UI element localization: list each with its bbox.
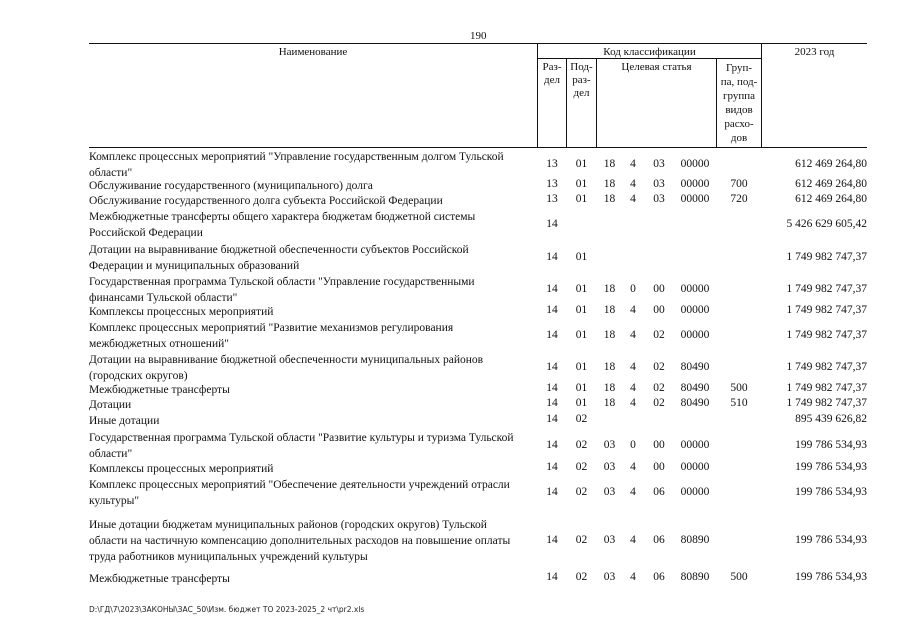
file-path-footer: D:\ГД\7\2023\ЗАКОНЫ\ЗАС_50\Изм. бюджет ТО 2023-2025_2 чт\pr2.xls (89, 605, 365, 614)
row-amount: 612 469 264,80 (795, 178, 867, 190)
row-code-t2: 0 (630, 283, 636, 295)
row-code-t1: 18 (603, 304, 616, 316)
row-code-t4: 00000 (680, 193, 710, 205)
row-code-t1: 18 (603, 193, 616, 205)
row-name: Дотации (89, 399, 132, 411)
table-row (0, 149, 905, 181)
row-code-vr: 500 (730, 382, 748, 394)
header-group-line: дов (730, 132, 748, 144)
row-name: Государственная программа Тульской области "Развитие культуры и туризма Тульской области" (89, 432, 514, 460)
row-code-t4: 80490 (680, 361, 710, 373)
row-code-pr: 01 (575, 178, 588, 190)
table-row (0, 397, 905, 413)
header-group-line: Груп- (725, 62, 753, 74)
row-code-t3: 00 (653, 304, 665, 316)
row-code-pr: 02 (575, 461, 588, 473)
row-code-rz: 14 (546, 486, 558, 498)
row-name: Комплекс процессных мероприятий "Управление государственным долгом Тульской области" (89, 151, 504, 179)
table-row (0, 382, 905, 398)
row-code-vr: 510 (730, 397, 748, 409)
row-code-rz: 14 (546, 439, 558, 451)
row-code-t3: 02 (653, 329, 665, 341)
row-name: Межбюджетные трансферты (89, 384, 230, 396)
row-code-pr: 02 (575, 571, 588, 583)
row-code-t4: 00000 (680, 461, 710, 473)
row-code-t1: 03 (603, 439, 616, 451)
row-amount: 5 426 629 605,42 (786, 218, 867, 230)
header-razdel (538, 61, 566, 87)
header-podrazdel-line: дел (573, 87, 590, 99)
row-amount: 1 749 982 747,37 (786, 251, 867, 263)
row-code-rz: 14 (546, 461, 558, 473)
row-code-t1: 03 (603, 486, 616, 498)
row-amount: 199 786 534,93 (795, 486, 867, 498)
header-top-line (89, 43, 867, 44)
row-name: Межбюджетные трансферты (89, 573, 230, 585)
row-name: Межбюджетные трансферты общего характера бюджетам бюджетной системы Российской Федерации (89, 211, 476, 239)
row-code-pr: 01 (575, 304, 588, 316)
row-code-t1: 18 (603, 158, 616, 170)
row-code-pr: 01 (575, 397, 588, 409)
header-razdel-line: дел (544, 74, 560, 86)
row-code-t2: 4 (630, 461, 636, 473)
row-name: Иные дотации (89, 415, 160, 427)
row-amount: 1 749 982 747,37 (786, 361, 867, 373)
row-code-t4: 00000 (680, 283, 710, 295)
row-code-t2: 4 (630, 304, 636, 316)
header-group (717, 61, 761, 145)
row-code-pr: 01 (575, 193, 588, 205)
row-code-rz: 14 (546, 251, 558, 263)
row-name: Комплексы процессных мероприятий (89, 463, 274, 475)
header-podrazdel-line: раз- (572, 74, 591, 86)
row-code-t2: 4 (630, 382, 636, 394)
row-code-t3: 00 (653, 439, 665, 451)
header-group-line: расхо- (724, 118, 754, 130)
header-year: 2023 год (794, 46, 835, 58)
row-code-pr: 01 (575, 361, 588, 373)
header-podrazdel (567, 61, 596, 100)
row-code-t2: 4 (630, 329, 636, 341)
row-code-t2: 4 (630, 571, 636, 583)
row-code-t4: 80490 (680, 382, 710, 394)
row-code-rz: 14 (546, 304, 558, 316)
row-code-pr: 01 (575, 283, 588, 295)
row-code-pr: 01 (575, 329, 588, 341)
row-code-t2: 4 (630, 534, 636, 546)
row-code-t3: 00 (653, 283, 665, 295)
row-name: Обслуживание государственного (муниципального) долга (89, 180, 373, 192)
table-row (0, 477, 905, 509)
row-code-rz: 14 (546, 361, 558, 373)
row-amount: 612 469 264,80 (795, 158, 867, 170)
row-code-pr: 01 (575, 382, 588, 394)
row-code-rz: 14 (546, 218, 558, 230)
row-name: Иные дотации бюджетам муниципальных районов (городских округов) Тульской области на частичную компенсацию дополнительных расходов на повышение оплаты труда работников муниципальных учреждений культуры (89, 519, 511, 563)
row-code-t1: 18 (603, 283, 616, 295)
row-code-vr: 700 (730, 178, 748, 190)
row-name: Дотации на выравнивание бюджетной обеспеченности муниципальных районов (городских округов) (89, 354, 484, 382)
table-row (0, 209, 905, 241)
header-group-line: группа (722, 90, 756, 102)
header-razdel-line: Раз- (542, 61, 562, 73)
row-code-t4: 80890 (680, 571, 710, 583)
row-code-t3: 03 (653, 193, 665, 205)
row-name: Обслуживание государственного долга субъекта Российской Федерации (89, 195, 443, 207)
table-row (0, 352, 905, 384)
row-amount: 1 749 982 747,37 (786, 304, 867, 316)
row-code-rz: 14 (546, 571, 558, 583)
row-code-t2: 4 (630, 178, 636, 190)
header-name: Наименование (278, 46, 348, 58)
row-code-rz: 14 (546, 283, 558, 295)
row-amount: 199 786 534,93 (795, 534, 867, 546)
row-code-t1: 18 (603, 397, 616, 409)
page-number: 190 (470, 30, 487, 42)
row-name: Комплекс процессных мероприятий "Обеспечение деятельности учреждений отрасли культуры" (89, 479, 510, 507)
row-code-t3: 03 (653, 178, 665, 190)
row-code-t2: 4 (630, 193, 636, 205)
table-row (0, 178, 905, 194)
table-row (0, 430, 905, 462)
row-code-rz: 13 (546, 193, 558, 205)
row-code-rz: 14 (546, 329, 558, 341)
row-code-t3: 06 (653, 571, 665, 583)
row-code-t1: 18 (603, 382, 616, 394)
row-code-pr: 01 (575, 158, 588, 170)
row-code-rz: 14 (546, 382, 558, 394)
row-code-t3: 02 (653, 382, 665, 394)
row-code-t2: 0 (630, 439, 636, 451)
table-row (0, 517, 905, 565)
header-code: Код классификации (603, 46, 696, 58)
row-amount: 199 786 534,93 (795, 439, 867, 451)
row-code-t2: 4 (630, 361, 636, 373)
row-amount: 1 749 982 747,37 (786, 382, 867, 394)
table-row (0, 461, 905, 477)
row-code-rz: 14 (546, 534, 558, 546)
table-row (0, 274, 905, 306)
row-code-rz: 13 (546, 178, 558, 190)
row-code-rz: 14 (546, 413, 558, 425)
row-code-t4: 00000 (680, 329, 710, 341)
row-code-t1: 03 (603, 461, 616, 473)
table-row (0, 320, 905, 352)
row-code-t1: 18 (603, 178, 616, 190)
row-code-t3: 00 (653, 461, 665, 473)
row-code-t4: 00000 (680, 178, 710, 190)
row-code-t4: 80490 (680, 397, 710, 409)
row-code-t3: 02 (653, 361, 665, 373)
row-code-t4: 00000 (680, 158, 710, 170)
row-code-pr: 02 (575, 439, 588, 451)
row-code-t3: 03 (653, 158, 665, 170)
row-code-pr: 02 (575, 486, 588, 498)
row-code-pr: 02 (575, 413, 588, 425)
table-row (0, 571, 905, 587)
row-code-t1: 03 (603, 534, 616, 546)
row-code-t4: 80890 (680, 534, 710, 546)
header-bottom-line (89, 147, 867, 148)
header-group-line: па, под- (720, 76, 758, 88)
row-code-t4: 00000 (680, 486, 710, 498)
row-code-rz: 13 (546, 158, 558, 170)
row-code-t1: 18 (603, 329, 616, 341)
table-row (0, 304, 905, 320)
table-row (0, 193, 905, 209)
row-code-t1: 18 (603, 361, 616, 373)
row-amount: 1 749 982 747,37 (786, 397, 867, 409)
row-code-t2: 4 (630, 397, 636, 409)
row-amount: 895 439 626,82 (795, 413, 867, 425)
row-code-t3: 06 (653, 486, 665, 498)
row-code-t2: 4 (630, 158, 636, 170)
table-row (0, 242, 905, 274)
row-code-vr: 720 (730, 193, 748, 205)
row-code-pr: 02 (575, 534, 588, 546)
row-amount: 612 469 264,80 (795, 193, 867, 205)
row-code-t4: 00000 (680, 304, 710, 316)
row-code-t3: 02 (653, 397, 665, 409)
header-target: Целевая статья (621, 61, 692, 73)
row-name: Комплекс процессных мероприятий "Развитие механизмов регулирования межбюджетных отношений" (89, 322, 454, 350)
row-code-t1: 03 (603, 571, 616, 583)
row-code-pr: 01 (575, 251, 588, 263)
row-amount: 1 749 982 747,37 (786, 329, 867, 341)
row-code-rz: 14 (546, 397, 558, 409)
row-amount: 199 786 534,93 (795, 461, 867, 473)
row-code-t4: 00000 (680, 439, 710, 451)
header-podrazdel-line: Под- (570, 61, 593, 73)
row-code-t2: 4 (630, 486, 636, 498)
table-row (0, 413, 905, 429)
row-code-t3: 06 (653, 534, 665, 546)
row-name: Комплексы процессных мероприятий (89, 306, 274, 318)
row-name: Государственная программа Тульской области "Управление государственными финансами Тульской области" (89, 276, 475, 304)
row-amount: 1 749 982 747,37 (786, 283, 867, 295)
row-code-vr: 500 (730, 571, 748, 583)
row-name: Дотации на выравнивание бюджетной обеспеченности субъектов Российской Федерации и муниципальных образований (89, 244, 469, 272)
row-amount: 199 786 534,93 (795, 571, 867, 583)
header-group-line: видов (725, 104, 753, 116)
